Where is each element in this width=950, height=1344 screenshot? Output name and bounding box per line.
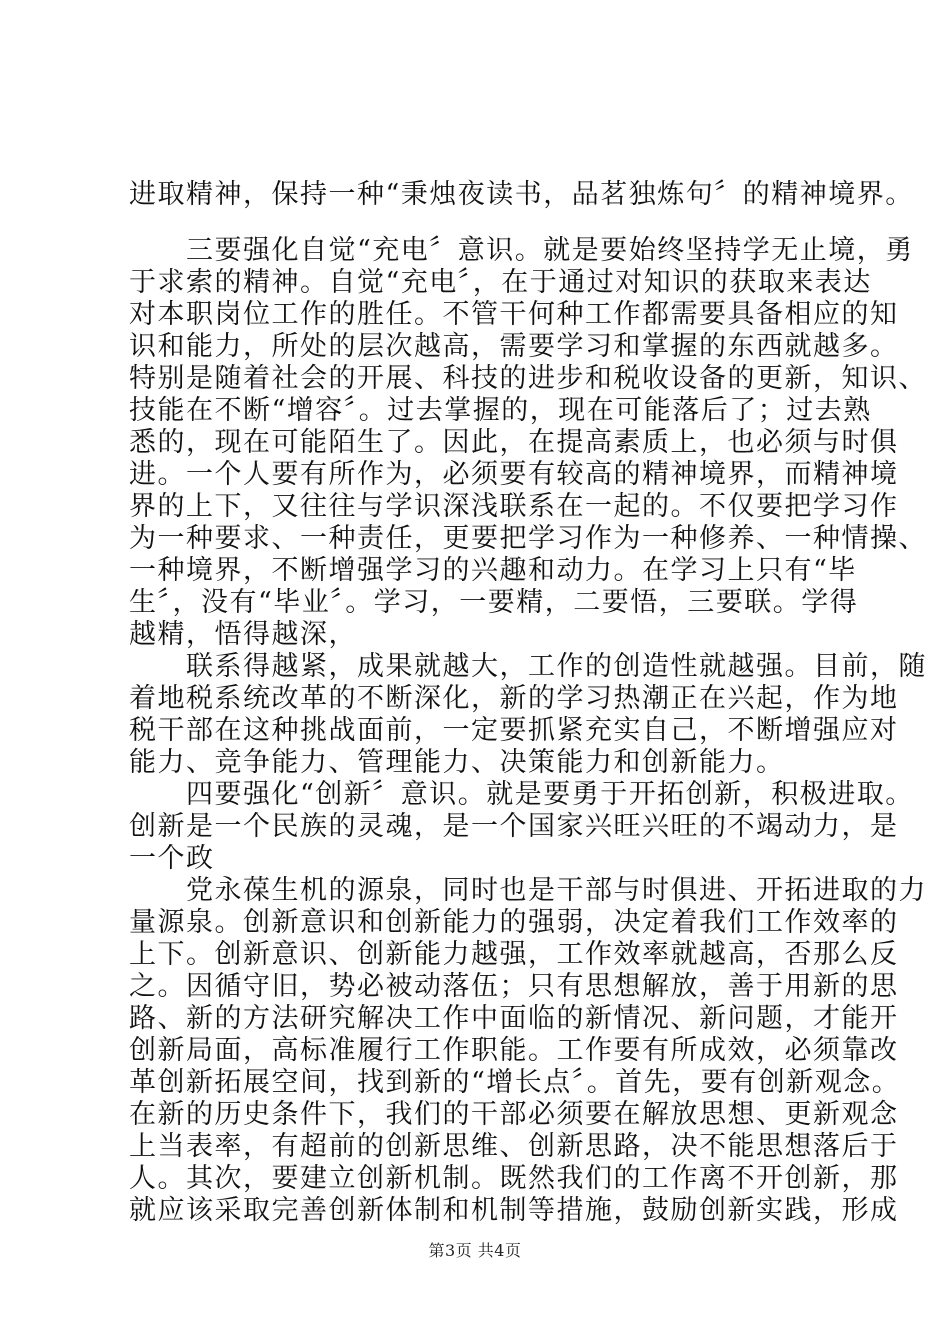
text-line-12: 一种境界，不断增强学习的兴趣和动力。在学习上只有“毕 bbox=[129, 555, 857, 586]
text-line-8: 悉的，现在可能陌生了。因此，在提高素质上，也必须与时俱 bbox=[129, 427, 899, 458]
text-line-24: 上下。创新意识、创新能力越强，工作效率就越高，否那么反 bbox=[129, 939, 899, 970]
text-line-17: 税干部在这种挑战面前，一定要抓紧充实自己，不断增强应对 bbox=[129, 715, 899, 746]
text-line-28: 革创新拓展空间，找到新的“增长点〞。首先，要有创新观念。 bbox=[129, 1067, 901, 1098]
text-line-22: 党永葆生机的源泉，同时也是干部与时俱进、开拓进取的力 bbox=[129, 875, 927, 906]
page-number-footer: 第3页 共4页 bbox=[428, 1241, 522, 1260]
text-line-16: 着地税系统改革的不断深化，新的学习热潮正在兴起，作为地 bbox=[129, 683, 899, 714]
text-line-11: 为一种要求、一种责任，更要把学习作为一种修养、一种情操、 bbox=[129, 523, 927, 554]
text-line-1: 进取精神，保持一种“秉烛夜读书，品茗独炼句〞的精神境界。 bbox=[129, 179, 914, 210]
text-line-6: 特别是随着社会的开展、科技的进步和税收设备的更新，知识、 bbox=[129, 363, 927, 394]
text-line-2: 三要强化自觉“充电〞意识。就是要始终坚持学无止境，勇 bbox=[129, 235, 914, 266]
text-line-31: 人。其次，要建立创新机制。既然我们的工作离不开创新，那 bbox=[129, 1163, 899, 1194]
text-line-29: 在新的历史条件下，我们的干部必须要在解放思想、更新观念 bbox=[129, 1099, 899, 1130]
text-line-5: 识和能力，所处的层次越高，需要学习和掌握的东西就越多。 bbox=[129, 331, 899, 362]
text-line-14: 越精，悟得越深， bbox=[129, 619, 357, 650]
text-line-10: 界的上下，又往往与学识深浅联系在一起的。不仅要把学习作 bbox=[129, 491, 899, 522]
text-line-13: 生〞，没有“毕业〞。学习，一要精，二要悟，三要联。学得 bbox=[129, 587, 859, 618]
text-line-4: 对本职岗位工作的胜任。不管干何种工作都需要具备相应的知 bbox=[129, 299, 899, 330]
text-line-20: 创新是一个民族的灵魂，是一个国家兴旺兴旺的不竭动力，是 bbox=[129, 811, 899, 842]
text-line-7: 技能在不断“增容〞。过去掌握的，现在可能落后了；过去熟 bbox=[129, 395, 872, 426]
text-line-18: 能力、竞争能力、管理能力、决策能力和创新能力。 bbox=[129, 747, 785, 778]
text-line-19: 四要强化“创新〞意识。就是要勇于开拓创新，积极进取。 bbox=[129, 779, 914, 810]
text-line-23: 量源泉。创新意识和创新能力的强弱，决定着我们工作效率的 bbox=[129, 907, 899, 938]
text-line-27: 创新局面，高标准履行工作职能。工作要有所成效，必须靠改 bbox=[129, 1035, 899, 1066]
text-line-3: 于求索的精神。自觉“充电〞，在于通过对知识的获取来表达 bbox=[129, 267, 872, 298]
text-line-30: 上当表率，有超前的创新思维、创新思路，决不能思想落后于 bbox=[129, 1131, 899, 1162]
text-line-26: 路、新的方法研究解决工作中面临的新情况、新问题，才能开 bbox=[129, 1003, 899, 1034]
text-line-21: 一个政 bbox=[129, 843, 215, 874]
text-line-15: 联系得越紧，成果就越大，工作的创造性就越强。目前，随 bbox=[129, 651, 927, 682]
text-line-25: 之。因循守旧，势必被动落伍；只有思想解放，善于用新的思 bbox=[129, 971, 899, 1002]
text-line-32: 就应该采取完善创新体制和机制等措施，鼓励创新实践，形成 bbox=[129, 1195, 899, 1226]
text-line-9: 进。一个人要有所作为，必须要有较高的精神境界，而精神境 bbox=[129, 459, 899, 490]
